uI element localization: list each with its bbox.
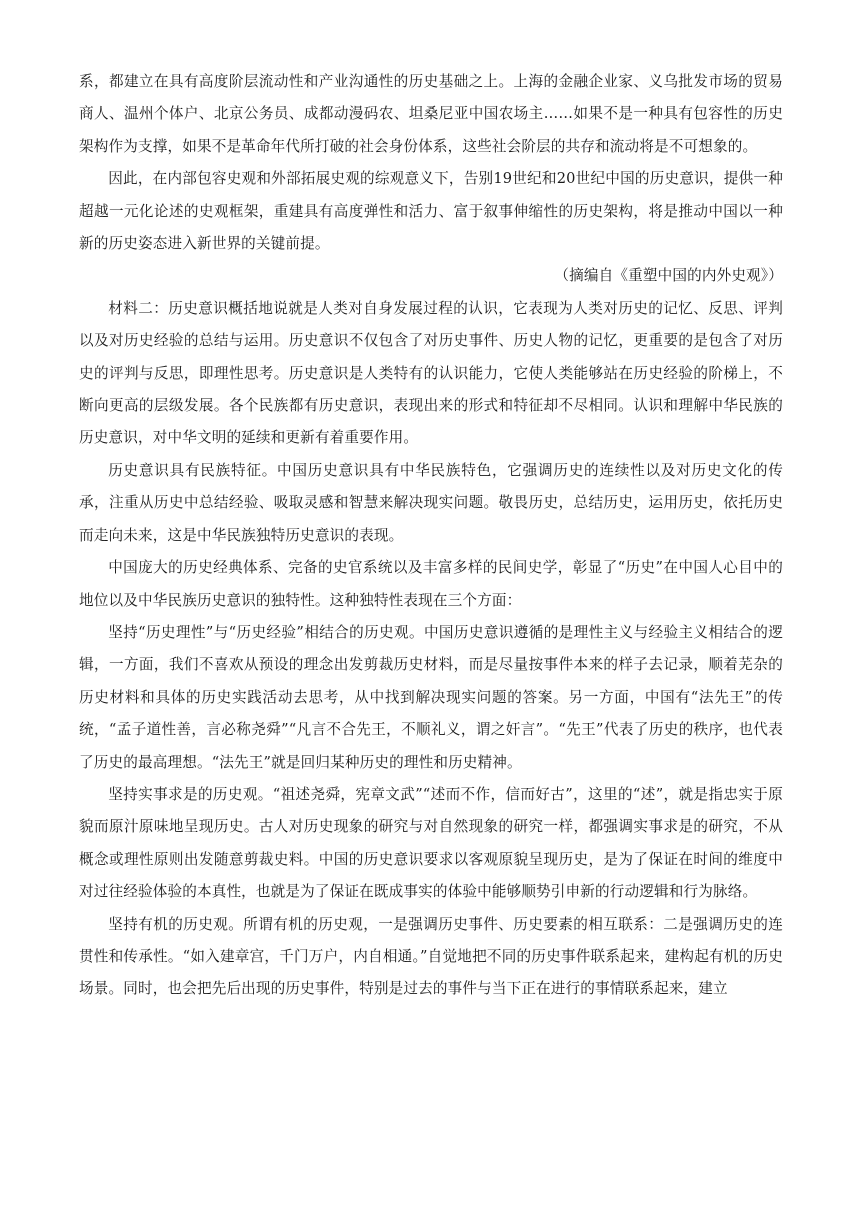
paragraph-national-feature: 历史意识具有民族特征。中国历史意识具有中华民族特色，它强调历史的连续性以及对历史文化的传承，注重从历史中总结经验、吸取灵感和智慧来解决现实问题。敬畏历史，总结历史，运用历史，依托历史而走向未来，这是中华民族独特历史意识的表现。 — [79, 461, 783, 544]
paragraph-organic-view: 坚持有机的历史观。所谓有机的历史观，一是强调历史事件、历史要素的相互联系：二是强调历史的连贯性和传承性。“如入建章宫，千门万户，内自相通。”自觉地把不同的历史事件联系起来，建构起有机的历史场景。同时，也会把先后出现的历史事件，特别是过去的事件与当下正在进行的事情联系起来，建立 — [79, 915, 783, 998]
paragraph-reason-experience: 坚持“历史理性”与“历史经验”相结合的历史观。中国历史意识遵循的是理性主义与经验主义相结合的逻辑，一方面，我们不喜欢从预设的理念出发剪裁历史材料，而是尽量按事件本来的样子去记录，顺着芜杂的历史材料和具体的历史实践活动去思考，从中找到解决现实问题的答案。另一方面，中国有“法先王”的传统，“孟子道性善，言必称尧舜”“凡言不合先王，不顺礼义，谓之奸言”。“先王”代表了历史的秩序，也代表了历史的最高理想。“法先王”就是回归某种历史的理性和历史精神。 — [79, 623, 783, 771]
paragraph-conclusion: 因此，在内部包容史观和外部拓展史观的综观意义下，告别19世纪和20世纪中国的历史意识，提供一种超越一元化论述的史观框架，重建具有高度弹性和活力、富于叙事伸缩性的历史架构，将是推动中国以一种新的历史姿态进入新世界的关键前提。 — [79, 170, 783, 253]
paragraph-uniqueness: 中国庞大的历史经典体系、完备的史官系统以及丰富多样的民间史学，彰显了“历史”在中国人心目中的地位以及中华民族历史意识的独特性。这种独特性表现在三个方面： — [79, 559, 783, 609]
paragraph-continuation: 系，都建立在具有高度阶层流动性和产业沟通性的历史基础之上。上海的金融企业家、义乌批发市场的贸易商人、温州个体户、北京公务员、成都动漫码农、坦桑尼亚中国农场主……如果不是一种具有包容性的历史架构作为支撑，如果不是革命年代所打破的社会身份体系，这些社会阶层的共存和流动将是不可想象的。 — [79, 73, 783, 155]
source-citation: （摘编自《重塑中国的内外史观》） — [554, 267, 783, 285]
paragraph-material-two: 材料二：历史意识概括地说就是人类对自身发展过程的认识，它表现为人类对历史的记忆、反思、评判以及对历史经验的总结与运用。历史意识不仅包含了对历史事件、历史人物的记忆，更重要的是包含了对历史的评判与反思，即理性思考。历史意识是人类特有的认识能力，它使人类能够站在历史经验的阶梯上，不断向更高的层级发展。各个民族都有历史意识，表现出来的形式和特征却不尽相同。认识和理解中华民族的历史意识，对中华文明的延续和更新有着重要作用。 — [79, 299, 783, 447]
document-page — [79, 66, 783, 1006]
paragraph-seek-truth: 坚持实事求是的历史观。“祖述尧舜，宪章文武”“述而不作，信而好古”，这里的“述”，就是指忠实于原貌而原汁原味地呈现历史。古人对历史现象的研究与对自然现象的研究一样，都强调实事求是的研究，不从概念或理性原则出发随意剪裁史料。中国的历史意识要求以客观原貌呈现历史，是为了保证在时间的维度中对过往经验体验的本真性，也就是为了保证在既成事实的体验中能够顺势引申新的行动逻辑和行为脉络。 — [79, 785, 783, 901]
